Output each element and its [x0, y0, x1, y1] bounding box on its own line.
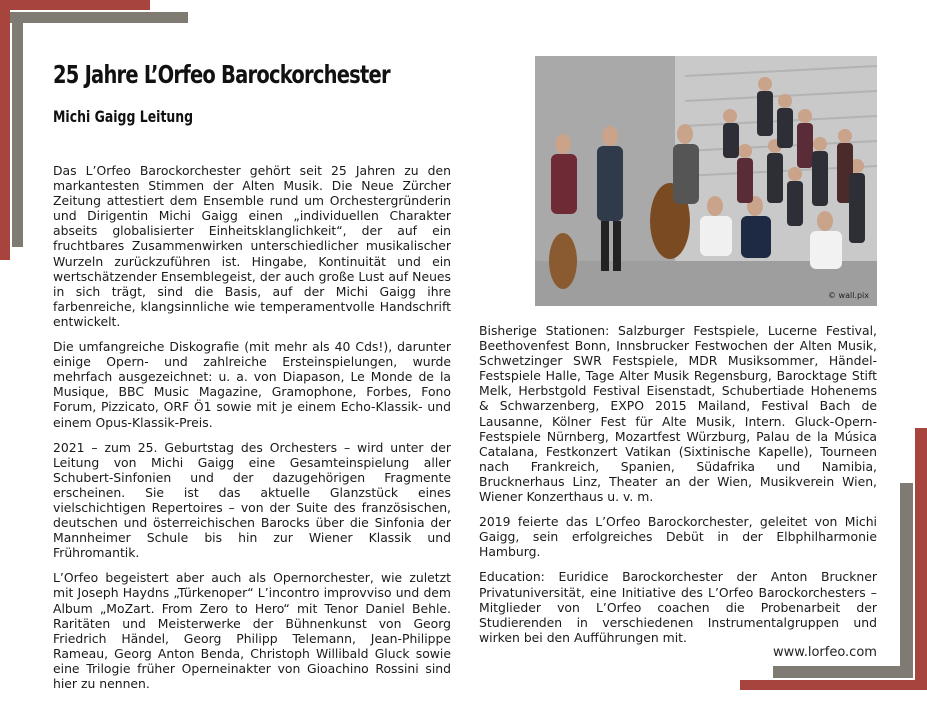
website-link[interactable]: www.lorfeo.com	[773, 645, 877, 660]
frame-bar-left-red	[0, 0, 10, 260]
frame-bar-top-left-red	[0, 0, 150, 10]
orchestra-photo	[535, 56, 877, 306]
page-title: 25 Jahre L’Orfeo Barockorchester	[53, 60, 390, 89]
frame-bar-bottom-gray	[773, 666, 913, 678]
paragraph-education: Education: Euridice Barockorchester der Anton Bruckner Privatuniversität, eine Initiative des L’Orfeo Barockorchesters – Mitglieder von L’Orfeo coachen die Probenarbeit der Studierenden in verschiedenen Instrumentalgruppen und wirken bei den Aufführungen mit.	[479, 569, 877, 645]
paragraph-intro: Das L’Orfeo Barockorchester gehört seit 25 Jahren zu den markantesten Stimmen der Alten Musik. Die Neue Zürcher Zeitung attestiert dem Ensemble rund um Orchestergründerin und Dirigentin Michi Gaigg einen „individuellen Charakter abseits globalisierter Einheitsklanglichkeit“, der auf ein fruchtbares Zusammenwirken unterschiedlicher musikalischer Wurzeln zurückzuführen ist. Hingabe, Kontinuität und ein wertschätzender Ensemblegeist, der auch große Lust auf Neues in sich trägt, sind die Basis, auf der Michi Gaigg ihre farbenreiche, klangsinnliche wie temperamentvolle Handschrift entwickelt.	[53, 163, 451, 329]
orchestra-photo-illustration	[535, 56, 877, 306]
page-subtitle: Michi Gaigg Leitung	[53, 107, 194, 126]
paragraph-discography: Die umfangreiche Diskografie (mit mehr als 40 Cds!), darunter einige Opern- und zahlreiche Ersteinspielungen, wurde mehrfach ausgezeichnet: u. a. von Diapason, Le Monde de la Musique, BBC Music Magazine, Gramophone, Forbes, Fono Forum, Pizzicato, ORF Ö1 sowie mit je einem Echo-Klassik- und einem Opus-Klassik-Preis.	[53, 339, 451, 430]
photo-credit: © wall.pix	[827, 291, 869, 300]
paragraph-debut: 2019 feierte das L’Orfeo Barockorchester, geleitet von Michi Gaigg, sein erfolgreiches Debüt in der Elbphilharmonie Hamburg.	[479, 514, 877, 560]
frame-bar-bottom-red	[740, 680, 927, 690]
frame-bar-right-red	[915, 428, 927, 690]
frame-bar-right-gray	[900, 483, 913, 678]
frame-bar-left-gray	[12, 12, 23, 247]
right-text-column	[479, 323, 877, 655]
paragraph-anniversary: 2021 – zum 25. Geburtstag des Orchesters – wird unter der Leitung von Michi Gaigg eine Gesamteinspielung aller Schubert-Sinfonien und der dazugehörigen Fragmente erscheinen. Sie ist das aktuelle Glanzstück eines vielschichtigen Repertoires – von der Suite des französischen, deutschen und österreichischen Barocks über die Sinfonia der Mannheimer Schule bis hin zur Wiener Klassik und Frühromantik.	[53, 439, 451, 561]
frame-bar-top-left-gray	[10, 12, 188, 23]
paragraph-stations: Bisherige Stationen: Salzburger Festspiele, Lucerne Festival, Beethovenfest Bonn, Innsbrucker Festwochen der Alten Musik, Schwetzinger SWR Festspiele, MDR Musiksommer, Händel-Festspiele Halle, Tage Alter Musik Regensburg, Barocktage Stift Melk, Herbstgold Festival Eisenstadt, Schubertiade Hohenems & Schwarzenberg, EXPO 2015 Mailand, Festival Bach de Lausanne, Kölner Fest für Alte Musik, Intern. Gluck-Opern-Festspiele Nürnberg, Mozartfest Würzburg, Palau de la Música Catalana, Festkonzert Vatikan (Sixtinische Kapelle), Tourneen nach Frankreich, Spanien, Südafrika und Namibia, Brucknerhaus Linz, Theater an der Wien, Musikverein Wien, Wiener Konzerthaus u. v. m.	[479, 323, 877, 505]
paragraph-opera: L’Orfeo begeistert aber auch als Opernorchester, wie zuletzt mit Joseph Haydns „Türkenoper“ L’incontro improvviso und dem Album „MoZart. From Zero to Hero“ mit Tenor Daniel Behle. Raritäten und Meisterwerke der Bühnenkunst von Georg Friedrich Händel, Georg Philipp Telemann, Jean-Philippe Rameau, Georg Anton Benda, Christoph Willibald Gluck sowie eine Trilogie früher Operneinakter von Gioachino Rossini sind hier zu nennen.	[53, 570, 451, 691]
left-text-column	[53, 163, 451, 701]
